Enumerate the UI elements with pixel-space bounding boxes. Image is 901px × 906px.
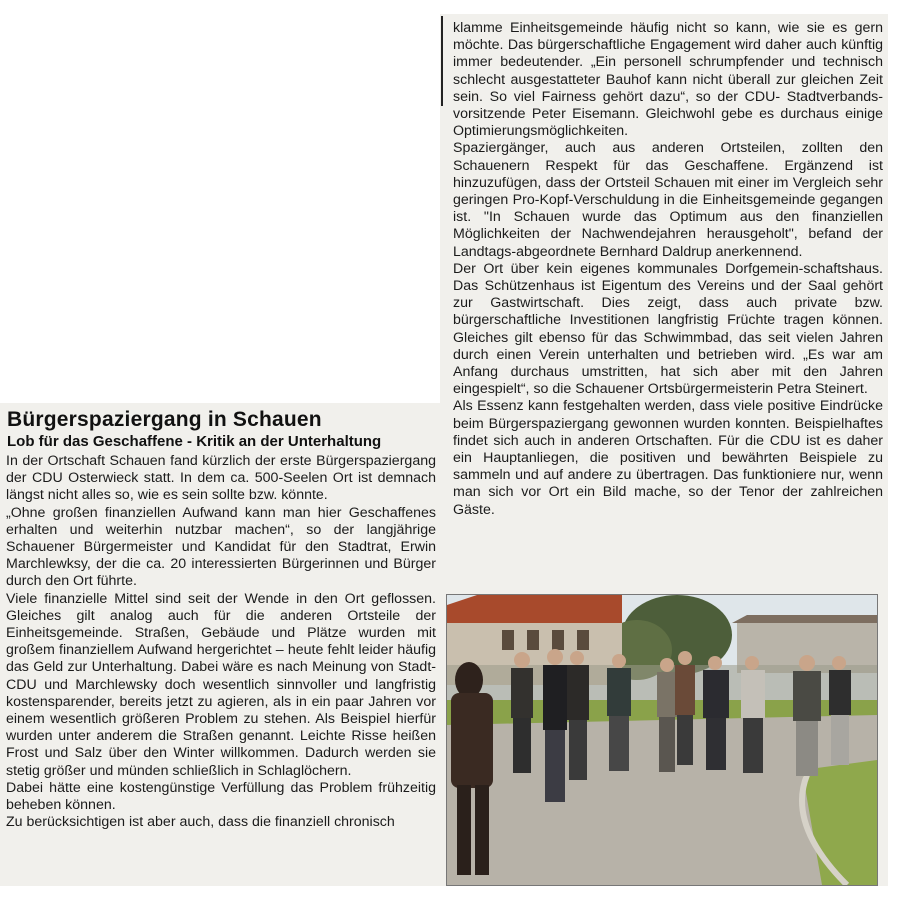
person [832, 656, 846, 670]
person [796, 721, 818, 776]
person [543, 665, 567, 730]
paragraph: In der Ortschaft Schauen fand kürzlich der erste Bürgerspaziergang der CDU Osterwieck statt. In dem ca. 500-Seelen Ort ist demnach längst nicht alles so, wie es sein sollte bzw. könnte. [6, 453, 436, 504]
article-subheadline: Lob für das Geschaffene - Kritik an der Unterhaltung [7, 433, 382, 450]
person [567, 665, 589, 720]
window [577, 630, 589, 650]
article-column-right [453, 20, 883, 519]
paragraph: Zu berücksichtigen ist aber auch, dass die finanziell chronisch [6, 814, 395, 831]
person [657, 672, 677, 717]
person [831, 715, 849, 765]
person [451, 693, 493, 788]
paragraph: Dabei hätte eine kostengünstige Verfüllung das Problem frühzeitig beheben können. [6, 779, 436, 814]
group-walk-photo [447, 595, 877, 885]
person [793, 671, 821, 721]
person [743, 718, 763, 773]
person [475, 785, 489, 875]
person [570, 651, 584, 665]
person [799, 655, 815, 671]
paragraph: Als Essenz kann festgehalten werden, dass viele positive Eindrücke beim Bürgerspaziergang gewonnen wurden konnten. Beispielhaftes findet sich auch in anderen Ortschaften. Für die CDU ist es daher ein Hauptanliegen, die positiven und bewährten Beispiele zu sammeln und auf andere zu übertragen. Das funktioniere nur, wenn man sich vor Ort ein Bild mache, so der Tenor der zahlreichen Gäste. [453, 398, 883, 518]
article-headline: Bürgerspaziergang in Schauen [7, 408, 322, 431]
column-rule [441, 16, 443, 106]
person [675, 665, 695, 715]
roof [447, 595, 622, 623]
person [457, 785, 471, 875]
article-photo [446, 594, 878, 886]
paragraph: Viele finanzielle Mittel sind seit der Wende in den Ort geflossen. Gleiches gilt analog auch für die anderen Ortsteile der Einheitsgemeinde. Straßen, Gebäude und Plätze wurden mit großem finanziellem Aufwand hergerichtet – heute fehlt leider häufig das Geld zur Unterhaltung. Dabei wäre es nach Meinung von Stadt-CDU und Marchlewsky doch wesentlich sinnvoller und langfristig kostensparender, bereits jetzt zu agieren, als in ein paar Jahren vor einem wesentlich größeren Problem zu stehen. Als Beispiel hierfür wurden unter anderem die Straßen genannt. Leichte Risse heißen Frost und Salz über den Winter willkommen. Dadurch werden sie stetig größer und münden schließlich in Schlaglöchern. [6, 590, 436, 779]
paragraph: Der Ort über kein eigenes kommunales Dorfgemein-schaftshaus. Das Schützenhaus ist Eigentum des Vereins und der Saal gehört zur Gastwirtschaft. Dies zeigt, dass auch private bzw. bürgerschaftliche Investitionen langfristig Früchte tragen können. Gleiches gilt ebenso für das Schwimmbad, das seit vielen Jahren durch einen Verein unterhalten und betrieben wird. „Es war am Anfang durchaus umstritten, hat sich aber mit den Jahren eingespielt“, so die Schauener Ortsbürgermeisterin Petra Steinert. [453, 260, 883, 398]
person [514, 652, 530, 668]
person [708, 656, 722, 670]
person [745, 656, 759, 670]
person [569, 720, 587, 780]
person [612, 654, 626, 668]
person [677, 715, 693, 765]
paragraph: klamme Einheitsgemeinde häufig nicht so kann, wie sie es gern möchte. Das bürgerschaftliche Engagement wird daher auch künftig immer bedeutender. „Ein personell schrumpfender und technisch schlecht ausgestatteter Bauhof kann nicht überall zur gleichen Zeit sein. So viel Fairness gehört dazu“, so der CDU- Stadtverbands-vorsitzende Peter Eisemann. Gleichwohl gebe es durchaus einige Optimierungsmöglichkeiten. [453, 20, 883, 140]
person [455, 662, 483, 698]
person [545, 730, 565, 802]
person [609, 716, 629, 771]
person [678, 651, 692, 665]
article-column-left [6, 453, 436, 831]
person [607, 668, 631, 716]
window [527, 630, 539, 650]
paragraph: Spaziergänger, auch aus anderen Ortsteilen, zollten den Schauenern Respekt für das Geschaffene. Ergänzend ist hinzuzufügen, dass der Ortsteil Schauen mit einer im Vergleich sehr geringen Pro-Kopf-Verschuldung in die Einheitsgemeinde gegangen ist. "In Schauen wurde das Optimum aus den finanziellen Möglichkeiten der Nachwendejahren herausgeholt", befand der Landtags-abgeordnete Bernhard Daldrup anerkennend. [453, 140, 883, 260]
roof [732, 615, 877, 623]
person [547, 649, 563, 665]
person [660, 658, 674, 672]
person [829, 670, 851, 715]
person [659, 717, 675, 772]
window [502, 630, 514, 650]
window [552, 630, 564, 650]
paragraph: „Ohne großen finanziellen Aufwand kann man hier Geschaffenes erhalten und weiterhin nutzbar machen“, so der langjährige Schauener Bürgermeister und Kandidat für den Stadtrat, Erwin Marchlewksy, der die ca. 20 interessierten Bürgerinnen und Bürger durch den Ort führte. [6, 504, 436, 590]
person [703, 670, 729, 718]
person [741, 670, 765, 718]
person [511, 668, 533, 718]
person [706, 718, 726, 770]
person [513, 718, 531, 773]
